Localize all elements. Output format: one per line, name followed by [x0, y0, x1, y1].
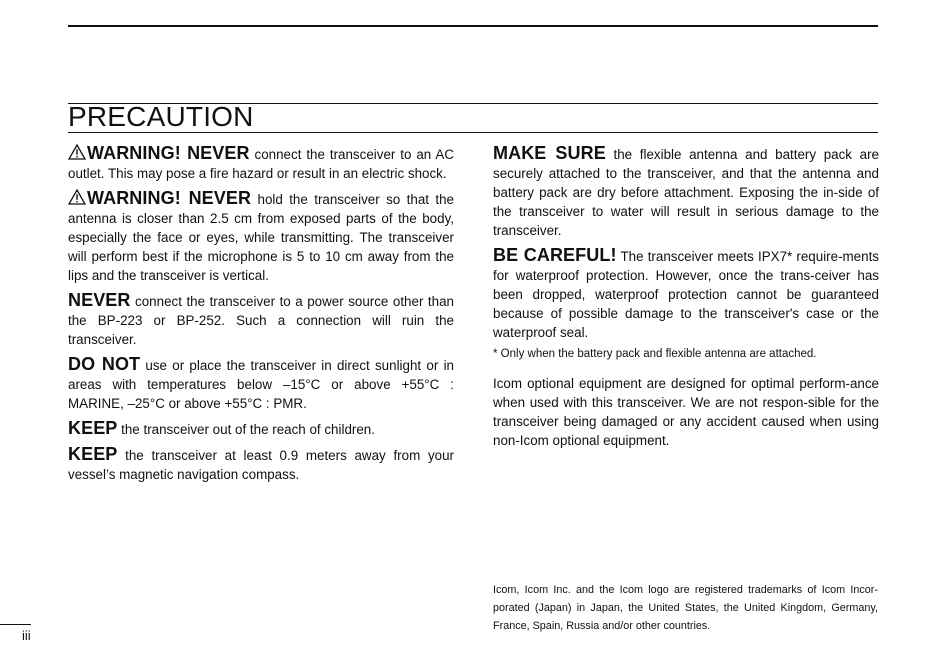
precaution-paragraph — [68, 445, 454, 484]
paragraph-lead: BE CAREFUL! — [493, 245, 617, 265]
paragraph-lead: MAKE SURE — [493, 143, 606, 163]
precaution-paragraph — [68, 291, 454, 349]
info-paragraph: Icom optional equipment are designed for optimal perform-ance when used with this transceiver. We are not respon-sible for the transceiver being damaged or any accident caused when using non-Icom optional equipment. — [493, 376, 879, 448]
precaution-paragraph — [493, 246, 879, 342]
precaution-paragraph — [68, 189, 454, 285]
title-bar — [68, 103, 878, 133]
page-number-rule — [0, 624, 31, 625]
paragraph-text: hold the transceiver so that the antenna is closer than 2.5 cm from exposed parts of the body, especially the face or eyes, while transmitting. The transceiver will perform best if the microphone is 5 to 10 cm away from the lips and the transceiver is vertical. — [68, 192, 454, 283]
precaution-paragraph — [68, 144, 454, 183]
precaution-paragraph — [68, 355, 454, 413]
precaution-paragraph — [493, 144, 879, 240]
paragraph-text: the transceiver out of the reach of children. — [117, 422, 375, 437]
left-column — [68, 144, 454, 490]
paragraph-text: The transceiver meets IPX7* require-ments for waterproof protection. However, once the trans-ceiver has been dropped, waterproof protection cannot be guaranteed because of possible damage to the transceiver's case or the waterproof seal. — [493, 249, 879, 340]
trademark-notice: Icom, Icom Inc. and the Icom logo are registered trademarks of Icom Incor-porated (Japan) in Japan, the United States, the United Kingdom, Germany, France, Spain, Russia and/or other countries. — [493, 584, 878, 632]
paragraph-lead: NEVER — [68, 290, 131, 310]
page-title: PRECAUTION — [68, 101, 254, 132]
paragraph-text: use or place the transceiver in direct sunlight or in areas with temperatures below –15°C or above +55°C : MARINE, –25°C or above +55°C : PMR. — [68, 358, 454, 411]
right-column — [493, 144, 879, 456]
paragraph-lead: KEEP — [68, 444, 118, 464]
paragraph-lead: WARNING! NEVER — [87, 188, 252, 208]
precaution-paragraph — [68, 419, 454, 439]
warning-triangle-icon — [68, 144, 86, 160]
paragraph-lead: DO NOT — [68, 354, 141, 374]
paragraph-text: connect the transceiver to an AC outlet. This may pose a fire hazard or result in an electric shock. — [68, 147, 455, 181]
paragraph-text: connect the transceiver to a power source other than the BP-223 or BP-252. Such a connection will ruin the transceiver. — [68, 294, 454, 347]
page-number: iii — [22, 628, 31, 643]
paragraph-lead: KEEP — [68, 418, 118, 438]
footnote: * Only when the battery pack and flexible antenna are attached. — [493, 348, 817, 360]
paragraph-lead: WARNING! NEVER — [87, 143, 250, 163]
warning-triangle-icon — [68, 189, 86, 205]
paragraph-text: the transceiver at least 0.9 meters away from your vessel’s magnetic navigation compass. — [68, 448, 454, 482]
top-rule — [68, 25, 878, 27]
paragraph-text: the flexible antenna and battery pack are securely attached to the transceiver, and that the antenna and battery pack are dry before attachment. Exposing the in-side of the transceiver to water will result in serious damage to the transceiver. — [493, 147, 879, 238]
